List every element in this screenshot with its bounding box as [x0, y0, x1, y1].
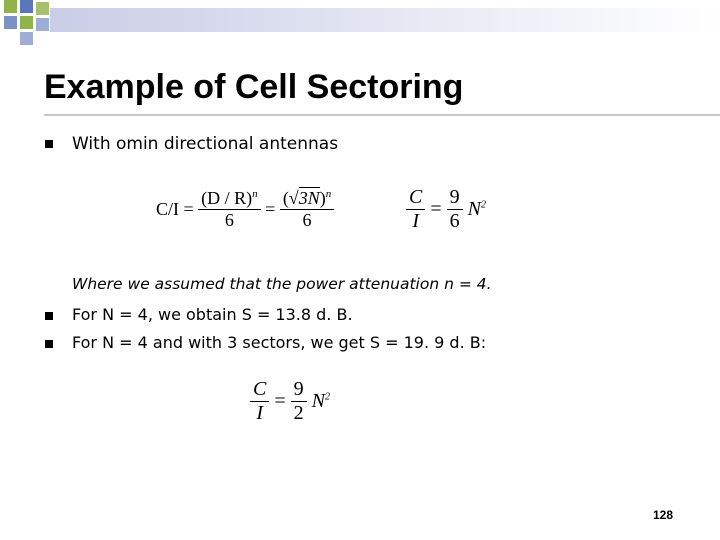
- eq2-variable: N: [467, 198, 481, 220]
- bullet-marker: [45, 140, 53, 148]
- page-number: 128: [653, 508, 674, 522]
- eq1-exp2: n: [325, 188, 332, 200]
- eq1-num2-close: ): [319, 188, 326, 208]
- note-attenuation: Where we assumed that the power attenuation n = 4.: [72, 275, 492, 293]
- eq2-fraction-left: [406, 186, 425, 233]
- eq1-num2-open: (√: [282, 188, 299, 208]
- slide-title: Example of Cell Sectoring: [44, 68, 464, 106]
- equation-ci-half: [250, 378, 330, 425]
- eq1-den2: 6: [302, 210, 312, 230]
- bullet-text-n4: For N = 4, we obtain S = 13.8 d. B.: [72, 305, 353, 324]
- equation-ci-sixth: [406, 186, 486, 233]
- eq3-num-left: C: [250, 378, 269, 402]
- eq3-fraction-right: [291, 378, 307, 425]
- eq3-num-right: 9: [291, 378, 307, 402]
- eq3-fraction-left: [250, 378, 269, 425]
- eq2-den-right: 6: [449, 210, 460, 232]
- title-underline: [44, 114, 720, 116]
- equation-ci-ratio: [156, 188, 334, 231]
- eq2-fraction-right: [447, 186, 463, 233]
- eq1-exp1: n: [252, 188, 258, 200]
- bullet-text-omni: With omin directional antennas: [72, 134, 339, 154]
- eq2-num-left: C: [406, 186, 425, 210]
- eq1-fraction-2: [280, 188, 334, 231]
- eq3-den-left: I: [256, 402, 263, 424]
- eq1-equals: =: [265, 199, 276, 219]
- eq1-fraction-1: [198, 188, 261, 231]
- eq1-lhs: C/I =: [156, 199, 194, 219]
- eq2-exponent: 2: [480, 199, 486, 211]
- eq3-variable: N: [311, 390, 325, 412]
- eq1-num2-radicand: 3N: [298, 188, 320, 208]
- bullet-marker: [45, 312, 53, 320]
- eq1-num1: (D / R): [201, 188, 253, 208]
- eq3-exponent: 2: [324, 391, 330, 403]
- bullet-text-sectors: For N = 4 and with 3 sectors, we get S = 19. 9 d. B:: [72, 333, 487, 352]
- bullet-marker: [45, 340, 53, 348]
- eq3-den-right: 2: [293, 402, 304, 424]
- eq2-den-left: I: [412, 210, 419, 232]
- eq2-equals: =: [430, 198, 442, 220]
- eq2-num-right: 9: [447, 186, 463, 210]
- header-decoration: [0, 0, 720, 50]
- eq1-den1: 6: [224, 210, 234, 230]
- eq3-equals: =: [274, 390, 286, 412]
